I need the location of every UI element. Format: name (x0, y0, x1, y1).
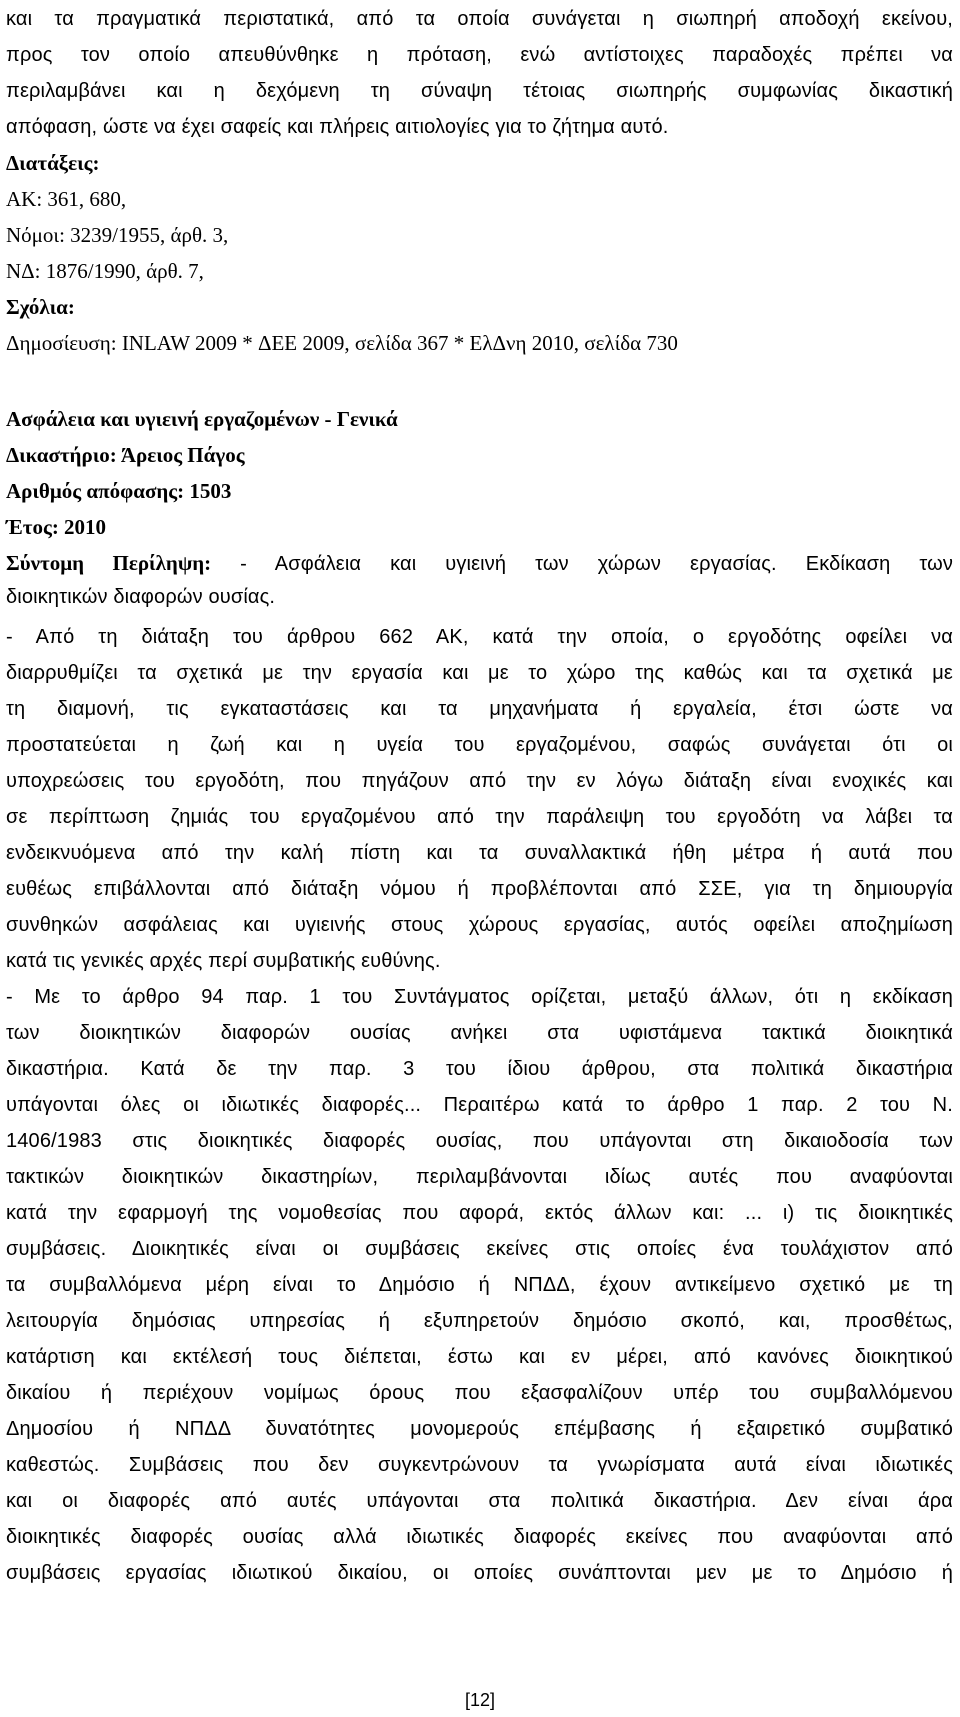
summary-label: Σύντομη Περίληψη: (6, 551, 212, 575)
provisions-heading: Διατάξεις: (6, 151, 100, 175)
body-line: των διοικητικών διαφορών ουσίας ανήκει στα υφιστάμενα τακτικά διοικητικά (6, 1022, 953, 1044)
summary-text: - Ασφάλεια και υγιεινή των χώρων εργασίας. Εκδίκαση των (211, 553, 953, 575)
body-line: προστατεύεται η ζωή και η υγεία του εργαζομένου, σαφώς συνάγεται ότι οι (6, 734, 953, 756)
body-line: συμβάσεις. Διοικητικές είναι οι συμβάσεις εκείνες στις οποίες ένα τουλάχιστον από (6, 1238, 953, 1260)
body-line: τακτικών διοικητικών δικαστηρίων, περιλαμβάνονται ιδίως αυτές που αναφύονται (6, 1166, 953, 1188)
intro-line: προς τον οποίο απευθύνθηκε η πρόταση, ενώ αντίστοιχες παραδοχές πρέπει να (6, 44, 953, 66)
body-line: συμβάσεις εργασίας ιδιωτικού δικαίου, οι οποίες συνάπτονται μεν με το Δημόσιο ή (6, 1562, 953, 1584)
body-line: 1406/1983 στις διοικητικές διαφορές ουσίας, που υπάγονται στη δικαιοδοσία των (6, 1130, 953, 1152)
body-line: κατά την εφαρμογή της νομοθεσίας που αφορά, εκτός άλλων και: ... ι) τις διοικητικές (6, 1202, 953, 1224)
body-line: - Από τη διάταξη του άρθρου 662 ΑΚ, κατά την οποία, ο εργοδότης οφείλει να (6, 626, 953, 648)
provision-line: Νόμοι: 3239/1955, άρθ. 3, (6, 223, 229, 247)
intro-line: και τα πραγματικά περιστατικά, από τα οποία συνάγεται η σιωπηρή αποδοχή εκείνου, (6, 8, 953, 30)
body-line: - Με το άρθρο 94 παρ. 1 του Συντάγματος ορίζεται, μεταξύ άλλων, ότι η εκδίκαση (6, 986, 953, 1008)
body-line: σε περίπτωση ζημιάς του εργαζομένου από την παράλειψη του εργοδότη να λάβει τα (6, 806, 953, 828)
body-line: Δημοσίου ή ΝΠΔΔ δυνατότητες μονομερούς επέμβασης ή εξαιρετικό συμβατικό (6, 1418, 953, 1440)
case-title: Ασφάλεια και υγιεινή εργαζομένων - Γενικά (6, 407, 398, 431)
body-line: υποχρεώσεις του εργοδότη, που πηγάζουν από την εν λόγω διάταξη είναι ενοχικές και (6, 770, 953, 792)
body-line: συνθηκών ασφάλειας και υγιεινής στους χώρους εργασίας, αυτός οφείλει αποζημίωση (6, 914, 953, 936)
case-summary-line: διοικητικών διαφορών ουσίας. (6, 586, 276, 608)
page-number: [12] (464, 1690, 496, 1710)
body-line: λειτουργία δημόσιας υπηρεσίας ή εξυπηρετούν δημόσιο σκοπό, και, προσθέτως, (6, 1310, 953, 1332)
body-line: τα συμβαλλόμενα μέρη είναι το Δημόσιο ή ΝΠΔΔ, έχουν αντικείμενο σχετικό με τη (6, 1274, 953, 1296)
body-line: διοικητικές διαφορές ουσίας αλλά ιδιωτικές διαφορές εκείνες που αναφύονται από (6, 1526, 953, 1548)
provision-line: ΝΔ: 1876/1990, άρθ. 7, (6, 259, 204, 283)
body-line: κατάρτιση και εκτέλεσή τους διέπεται, έστω και εν μέρει, από κανόνες διοικητικού (6, 1346, 953, 1368)
comments-heading: Σχόλια: (6, 295, 75, 319)
body-line: δικαστήρια. Κατά δε την παρ. 3 του ίδιου άρθρου, στα πολιτικά δικαστήρια (6, 1058, 953, 1080)
case-summary-line (6, 546, 953, 581)
body-line: υπάγονται όλες οι ιδιωτικές διαφορές... Περαιτέρω κατά το άρθρο 1 παρ. 2 του Ν. (6, 1094, 953, 1116)
publication-line: Δημοσίευση: INLAW 2009 * ΔΕΕ 2009, σελίδα 367 * ΕλΔνη 2010, σελίδα 730 (6, 331, 678, 355)
body-line: δικαίου ή περιέχουν νομίμως όρους που εξασφαλίζουν υπέρ του συμβαλλόμενου (6, 1382, 953, 1404)
body-line: καθεστώς. Συμβάσεις που δεν συγκεντρώνουν τα γνωρίσματα αυτά είναι ιδιωτικές (6, 1454, 953, 1476)
body-line: τη διαμονή, τις εγκαταστάσεις και τα μηχανήματα ή εργαλεία, έτσι ώστε να (6, 698, 953, 720)
body-line: ενδεικνυόμενα από την καλή πίστη και τα συναλλακτικά ήθη μέτρα ή αυτά που (6, 842, 953, 864)
intro-line: περιλαμβάνει και η δεχόμενη τη σύναψη τέτοιας σιωπηρής συμφωνίας δικαστική (6, 80, 953, 102)
body-line: κατά τις γενικές αρχές περί συμβατικής ευθύνης. (6, 950, 441, 972)
body-line: διαρρυθμίζει τα σχετικά με την εργασία και με το χώρο της καθώς και τα σχετικά με (6, 662, 953, 684)
case-year: Έτος: 2010 (6, 515, 107, 539)
body-line: ευθέως επιβάλλονται από διάταξη νόμου ή προβλέπονται από ΣΣΕ, για τη δημιουργία (6, 878, 953, 900)
case-court: Δικαστήριο: Άρειος Πάγος (6, 443, 245, 467)
body-line: και οι διαφορές από αυτές υπάγονται στα πολιτικά δικαστήρια. Δεν είναι άρα (6, 1490, 953, 1512)
case-decision-number: Αριθμός απόφασης: 1503 (6, 479, 232, 503)
intro-line: απόφαση, ώστε να έχει σαφείς και πλήρεις αιτιολογίες για το ζήτημα αυτό. (6, 116, 669, 138)
provision-line: ΑΚ: 361, 680, (6, 187, 127, 211)
